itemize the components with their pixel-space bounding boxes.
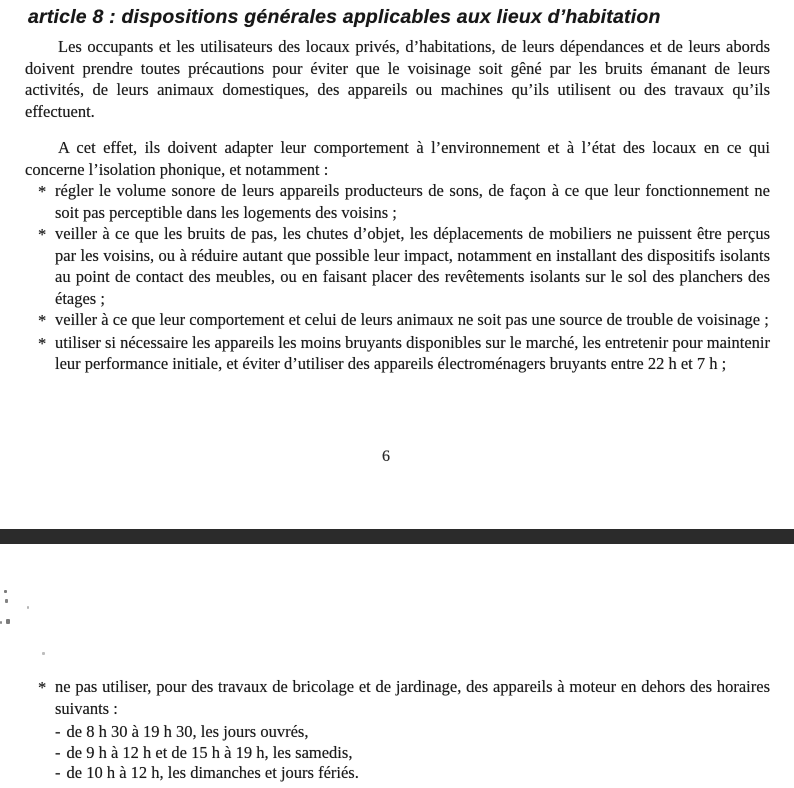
- schedule-item: [55, 743, 770, 764]
- bullet-marker: *: [38, 333, 47, 353]
- obligation-bullet-list: [25, 180, 770, 375]
- scan-artifact: [42, 652, 45, 655]
- schedule-text: de 8 h 30 à 19 h 30, les jours ouvrés,: [66, 722, 309, 741]
- dash-marker: -: [55, 763, 61, 782]
- list-item: [25, 676, 770, 719]
- page-6-content: [25, 6, 770, 375]
- scan-artifact: [6, 619, 10, 624]
- list-item: [25, 223, 770, 309]
- schedule-text: de 10 h à 12 h, les dimanches et jours fériés.: [66, 763, 359, 782]
- bullet-marker: *: [38, 678, 47, 697]
- bullet-marker: *: [38, 311, 47, 330]
- scan-artifact: [27, 606, 29, 609]
- bullet-text: utiliser si nécessaire les appareils les moins bruyants disponibles sur le marché, les entretenir pour maintenir leur performance initiale, et éviter d’utiliser des appareils électroménagers bruyants entre 22 h et 7 h ;: [55, 332, 770, 373]
- bullet-text: ne pas utiliser, pour des travaux de bricolage et de jardinage, des appareils à moteur en dehors des horaires suivants :: [55, 677, 770, 718]
- bullet-text: veiller à ce que les bruits de pas, les chutes d’objet, les déplacements de mobiliers ne puissent être perçus par les voisins, ou à réduire autant que possible leur impact, notamment en installant des dispositifs isolants au point de contact des meubles, ou en faisant placer des revêtements isolants sur le sol des planchers des étages ;: [55, 224, 770, 308]
- dash-marker: -: [55, 722, 61, 741]
- schedule-sub-list: [55, 722, 770, 784]
- article-title: article 8 : dispositions générales applicables aux lieux d’habitation: [28, 6, 661, 28]
- schedule-item: [55, 722, 770, 743]
- scan-artifact: [0, 621, 2, 624]
- schedule-item: [55, 763, 770, 784]
- scan-artifact: [4, 590, 7, 593]
- paragraph-a-cet-effet: A cet effet, ils doivent adapter leur comportement à l’environnement et à l’état des locaux en ce qui concerne l’isolation phonique, et notamment :: [25, 138, 770, 179]
- scan-artifact: [5, 599, 8, 603]
- page-number: 6: [382, 448, 390, 465]
- list-item: [25, 309, 770, 332]
- page-break-bar: [0, 529, 794, 544]
- schedule-text: de 9 h à 12 h et de 15 h à 19 h, les samedis,: [66, 742, 353, 762]
- bullet-text: veiller à ce que leur comportement et celui de leurs animaux ne soit pas une source de trouble de voisinage ;: [55, 310, 769, 329]
- page-7-content: [25, 676, 770, 784]
- bullet-text: régler le volume sonore de leurs appareils producteurs de sons, de façon à ce que leur fonctionnement ne soit pas perceptible dans les logements des voisins ;: [55, 181, 770, 222]
- bullet-marker: *: [38, 182, 47, 201]
- dash-marker: -: [55, 742, 61, 762]
- paragraph-occupants: Les occupants et les utilisateurs des locaux privés, d’habitations, de leurs dépendances et de leurs abords doivent prendre toutes précautions pour éviter que le voisinage soit gêné par les bruits émanant de leurs activités, de leurs animaux domestiques, des appareils ou machines qu’ils utilisent ou des travaux qu’ils effectuent.: [25, 37, 770, 121]
- list-item: [25, 332, 770, 375]
- bullet-marker: *: [38, 225, 47, 244]
- list-item: [25, 180, 770, 223]
